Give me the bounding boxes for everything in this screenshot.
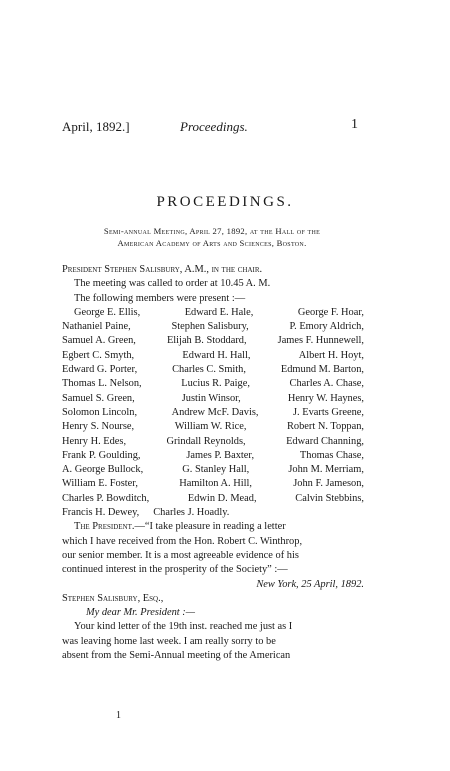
member-row: Solomon Lincoln, Andrew McF. Davis, J. Evarts Greene,: [62, 406, 364, 418]
member-row: Francis H. Dewey, Charles J. Hoadly.: [62, 507, 230, 519]
body-text: [62, 263, 364, 663]
member-row: Edward G. Porter, Charles C. Smith, Edmund M. Barton,: [62, 364, 364, 376]
member-row: Samuel S. Green, Justin Winsor, Henry W. Haynes,: [62, 392, 364, 404]
member-row: Samuel A. Green, Elijah B. Stoddard, James F. Hunnewell,: [62, 335, 364, 347]
letter-addressee: Stephen Salisbury, Esq.,: [62, 592, 164, 604]
member-row: Henry S. Nourse, William W. Rice, Robert N. Toppan,: [62, 421, 364, 433]
member-row: George E. Ellis, Edward E. Hale, George F. Hoar,: [74, 306, 364, 318]
member-row: William E. Foster, Hamilton A. Hill, John F. Jameson,: [62, 478, 364, 490]
member-row: Egbert C. Smyth, Edward H. Hall, Albert H. Hoyt,: [62, 349, 364, 361]
member-row: Thomas L. Nelson, Lucius R. Paige, Charles A. Chase,: [62, 378, 364, 390]
member-row: Charles P. Bowditch, Edwin D. Mead, Calvin Stebbins,: [62, 492, 364, 504]
running-header-date: April, 1892.]: [62, 119, 130, 134]
president-remark-line-4: continued interest in the prosperity of the Society” :—: [62, 564, 288, 576]
letter-line-1: Your kind letter of the 19th inst. reached me just as I: [74, 621, 293, 633]
opening-line-2: The meeting was called to order at 10.45 A. M.: [74, 278, 271, 290]
member-row: Henry H. Edes, Grindall Reynolds, Edward Channing,: [62, 435, 364, 447]
letter-line-2: was leaving home last week. I am really sorry to be: [62, 635, 276, 647]
president-remark-line-2: which I have received from the Hon. Robert C. Winthrop,: [62, 535, 303, 547]
opening-line-1: President Stephen Salisbury, A.M., in the chair.: [62, 264, 263, 275]
letter-salutation: My dear Mr. President :—: [86, 607, 195, 619]
subtitle-line-2: American Academy of Arts and Sciences, Boston.: [117, 238, 307, 248]
subtitle-line-1: Semi-annual Meeting, April 27, 1892, at the Hall of the: [103, 226, 321, 236]
running-header-title: Proceedings.: [180, 119, 248, 134]
letter-line-3: absent from the Semi-Annual meeting of the American: [62, 650, 291, 662]
president-remark-line-3: our senior member. It is a most agreeable evidence of his: [62, 549, 299, 561]
member-row: Frank P. Goulding, James P. Baxter, Thomas Chase,: [62, 449, 364, 461]
signature-mark: 1: [116, 710, 121, 721]
opening-line-3: The following members were present :—: [74, 292, 246, 304]
page-number: 1: [351, 117, 358, 132]
member-row: Nathaniel Paine, Stephen Salisbury, P. Emory Aldrich,: [62, 321, 364, 333]
letter-dateline: New York, 25 April, 1892.: [256, 578, 364, 590]
page-title: PROCEEDINGS.: [156, 194, 294, 210]
member-row: A. George Bullock, G. Stanley Hall, John M. Merriam,: [62, 464, 364, 476]
president-remark-line-1: The President.—“I take pleasure in reading a letter: [74, 521, 286, 533]
